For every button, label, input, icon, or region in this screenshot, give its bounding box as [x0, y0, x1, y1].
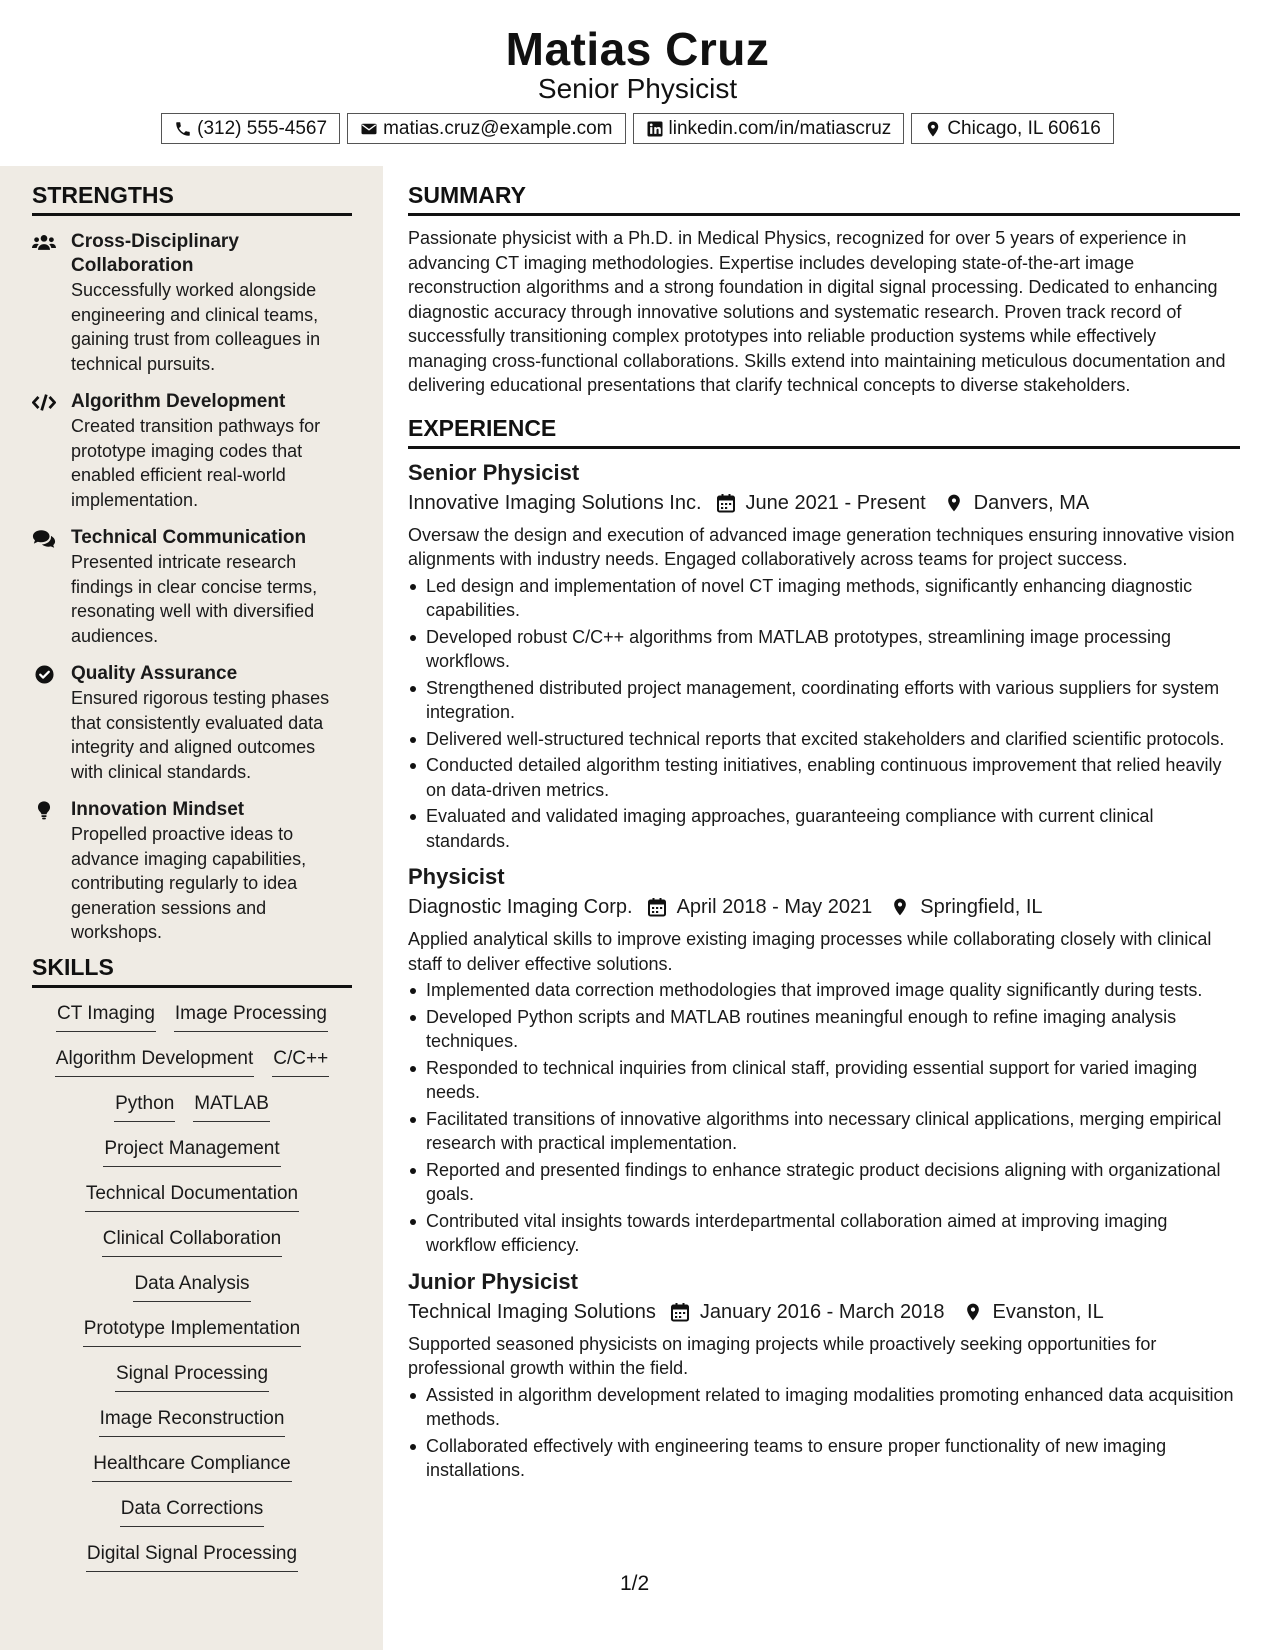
strength-title: Innovation Mindset — [71, 799, 245, 820]
strength-title: Cross-Disciplinary Collaboration — [71, 231, 239, 276]
job-entry — [408, 1268, 1240, 1483]
job-bullet: Collaborated effectively with engineering teams to ensure proper functionality of new imaging installations. — [408, 1434, 1240, 1483]
job-dates: January 2016 - March 2018 — [699, 1300, 945, 1323]
map-pin-icon — [924, 120, 942, 138]
job-desc: Oversaw the design and execution of advanced image generation techniques ensuring innovative vision alignments with industry needs. Engaged collaboratively across teams for project success. — [408, 524, 1235, 569]
phone-icon — [174, 120, 192, 138]
strength-desc: Successfully worked alongside engineering and clinical teams, gaining trust from colleagues in technical pursuits. — [71, 280, 321, 374]
check-circle-icon — [32, 664, 56, 684]
job-company: Technical Imaging Solutions — [408, 1300, 656, 1323]
job-bullet: Conducted detailed algorithm testing initiatives, enabling continuous improvement that relied heavily on data-driven metrics. — [408, 753, 1240, 802]
envelope-icon — [360, 120, 378, 138]
job-entry — [408, 459, 1240, 854]
job-bullet: Developed robust C/C++ algorithms from MATLAB prototypes, streamlining image processing workflows. — [408, 625, 1240, 674]
job-bullet: Contributed vital insights towards interdepartmental collaboration aimed at improving imaging workflow efficiency. — [408, 1209, 1240, 1258]
strengths-heading: STRENGTHS — [32, 182, 352, 216]
calendar-icon — [670, 1302, 690, 1322]
skills-heading: SKILLS — [32, 954, 352, 988]
job-bullet: Led design and implementation of novel CT imaging methods, significantly enhancing diagnostic capabilities. — [408, 574, 1240, 623]
skill-tag: Digital Signal Processing — [86, 1542, 298, 1572]
strengths-section — [32, 182, 352, 945]
linkedin-icon — [646, 120, 664, 138]
lightbulb-icon — [32, 800, 56, 820]
job-meta — [408, 892, 1240, 922]
job-meta — [408, 488, 1240, 518]
job-bullets — [408, 978, 1240, 1258]
job-bullet: Developed Python scripts and MATLAB routines meaningful enough to refine imaging analysis techniques. — [408, 1005, 1240, 1054]
strength-desc: Propelled proactive ideas to advance imaging capabilities, contributing regularly to idea generation sessions and workshops. — [71, 824, 307, 942]
users-icon — [32, 232, 56, 252]
summary-section — [408, 182, 1240, 398]
strength-desc: Ensured rigorous testing phases that consistently evaluated data integrity and aligned outcomes with clinical standards. — [71, 688, 330, 782]
job-bullet: Assisted in algorithm development related to imaging modalities promoting enhanced data acquisition methods. — [408, 1383, 1240, 1432]
map-pin-icon — [944, 493, 964, 513]
skill-tag: Clinical Collaboration — [102, 1227, 282, 1257]
skill-tag: Algorithm Development — [55, 1047, 254, 1077]
job-meta — [408, 1297, 1240, 1327]
job-desc: Applied analytical skills to improve existing imaging processes while collaborating closely with clinical staff to deliver effective solutions. — [408, 929, 1212, 974]
strength-item — [32, 230, 352, 376]
job-bullet: Implemented data correction methodologies that improved image quality significantly during tests. — [408, 978, 1240, 1003]
strength-title: Algorithm Development — [71, 391, 286, 412]
map-pin-icon — [963, 1302, 983, 1322]
code-icon — [32, 392, 56, 412]
calendar-icon — [647, 897, 667, 917]
comments-icon — [32, 528, 56, 548]
skill-tag: Python — [114, 1092, 175, 1122]
skill-tag: Data Corrections — [120, 1497, 265, 1527]
job-bullet: Delivered well-structured technical reports that excited stakeholders and clarified scientific protocols. — [408, 727, 1240, 752]
contact-email[interactable] — [347, 113, 625, 144]
job-location: Danvers, MA — [973, 491, 1090, 514]
skill-tag: Image Reconstruction — [99, 1407, 286, 1437]
job-title: Physicist — [408, 864, 505, 889]
experience-heading: EXPERIENCE — [408, 415, 1240, 449]
skill-tag: Project Management — [103, 1137, 280, 1167]
page-number: 1/2 — [620, 1572, 650, 1595]
job-title: Junior Physicist — [408, 1268, 578, 1294]
experience-section — [408, 415, 1240, 1483]
skill-tag: Prototype Implementation — [83, 1317, 302, 1347]
job-bullet: Facilitated transitions of innovative algorithms into necessary clinical applications, merging empirical research with practical implementation. — [408, 1107, 1240, 1156]
skills-section — [32, 954, 352, 1587]
strength-item — [32, 526, 352, 648]
job-bullets — [408, 574, 1240, 854]
skill-tag: Technical Documentation — [85, 1182, 299, 1212]
contact-email-text: matias.cruz@example.com — [383, 117, 613, 139]
strength-item — [32, 390, 352, 512]
job-company: Innovative Imaging Solutions Inc. — [408, 491, 702, 514]
contact-linkedin[interactable] — [633, 113, 905, 144]
job-bullet: Reported and presented findings to enhance strategic product decisions aligning with organizational goals. — [408, 1158, 1240, 1207]
skill-tag: Image Processing — [174, 1002, 328, 1032]
skill-tag: Signal Processing — [115, 1362, 269, 1392]
candidate-title: Senior Physicist — [537, 73, 738, 104]
strength-desc: Created transition pathways for prototype imaging codes that enabled efficient real-world implementation. — [71, 416, 321, 510]
candidate-name: Matias Cruz — [505, 23, 770, 75]
summary-heading: SUMMARY — [408, 182, 1240, 216]
skill-tag: Healthcare Compliance — [92, 1452, 292, 1482]
strength-item — [32, 798, 352, 945]
skill-tag: CT Imaging — [56, 1002, 156, 1032]
strength-title: Technical Communication — [71, 527, 307, 548]
job-title: Senior Physicist — [408, 459, 580, 485]
job-entry — [408, 863, 1240, 1258]
contact-linkedin-text: linkedin.com/in/matiascruz — [668, 117, 892, 139]
strength-desc: Presented intricate research findings in clear concise terms, resonating well with diversified audiences. — [71, 552, 318, 646]
contact-location-text: Chicago, IL 60616 — [947, 117, 1101, 139]
skill-tag: C/C++ — [272, 1047, 329, 1077]
map-pin-icon — [890, 897, 910, 917]
job-bullet: Strengthened distributed project management, coordinating efforts with various suppliers for system integration. — [408, 676, 1240, 725]
contact-bar — [0, 113, 1275, 144]
resume-header — [0, 0, 1275, 166]
skill-tag: Data Analysis — [133, 1272, 250, 1302]
skills-list — [32, 1002, 352, 1587]
sidebar — [0, 166, 383, 1650]
main-content — [408, 166, 1240, 1485]
job-dates: June 2021 - Present — [745, 491, 926, 514]
skill-tag: MATLAB — [193, 1092, 270, 1122]
job-dates: April 2018 - May 2021 — [676, 896, 873, 918]
job-desc: Supported seasoned physicists on imaging projects while proactively seeking opportunities for professional growth within the field. — [408, 1333, 1157, 1378]
job-bullet: Responded to technical inquiries from clinical staff, providing essential support for varied imaging needs. — [408, 1056, 1240, 1105]
summary-text: Passionate physicist with a Ph.D. in Medical Physics, recognized for over 5 years of experience in advancing CT imaging methodologies. Expertise includes developing state-of-the-art image reconstruction algorithms and a strong foundation in digital signal processing. Dedicated to enhancing diagnostic accuracy through innovative solutions and systematic research. Proven track record of successfully transitioning complex prototypes into reliable production systems while effectively managing cross-functional collaborations. Skills extend into maintaining meticulous documentation and delivering educational presentations that clarify technical concepts to diverse stakeholders. — [408, 228, 1226, 395]
job-company: Diagnostic Imaging Corp. — [408, 896, 633, 918]
job-bullets — [408, 1383, 1240, 1483]
job-location: Springfield, IL — [920, 896, 1043, 918]
strength-title: Quality Assurance — [71, 663, 238, 684]
contact-phone[interactable] — [161, 113, 340, 144]
contact-location[interactable] — [911, 113, 1114, 144]
strength-item — [32, 662, 352, 784]
job-location: Evanston, IL — [992, 1300, 1104, 1323]
job-bullet: Evaluated and validated imaging approaches, guaranteeing compliance with current clinical standards. — [408, 804, 1240, 853]
contact-phone-text: (312) 555-4567 — [197, 117, 328, 139]
calendar-icon — [716, 493, 736, 513]
